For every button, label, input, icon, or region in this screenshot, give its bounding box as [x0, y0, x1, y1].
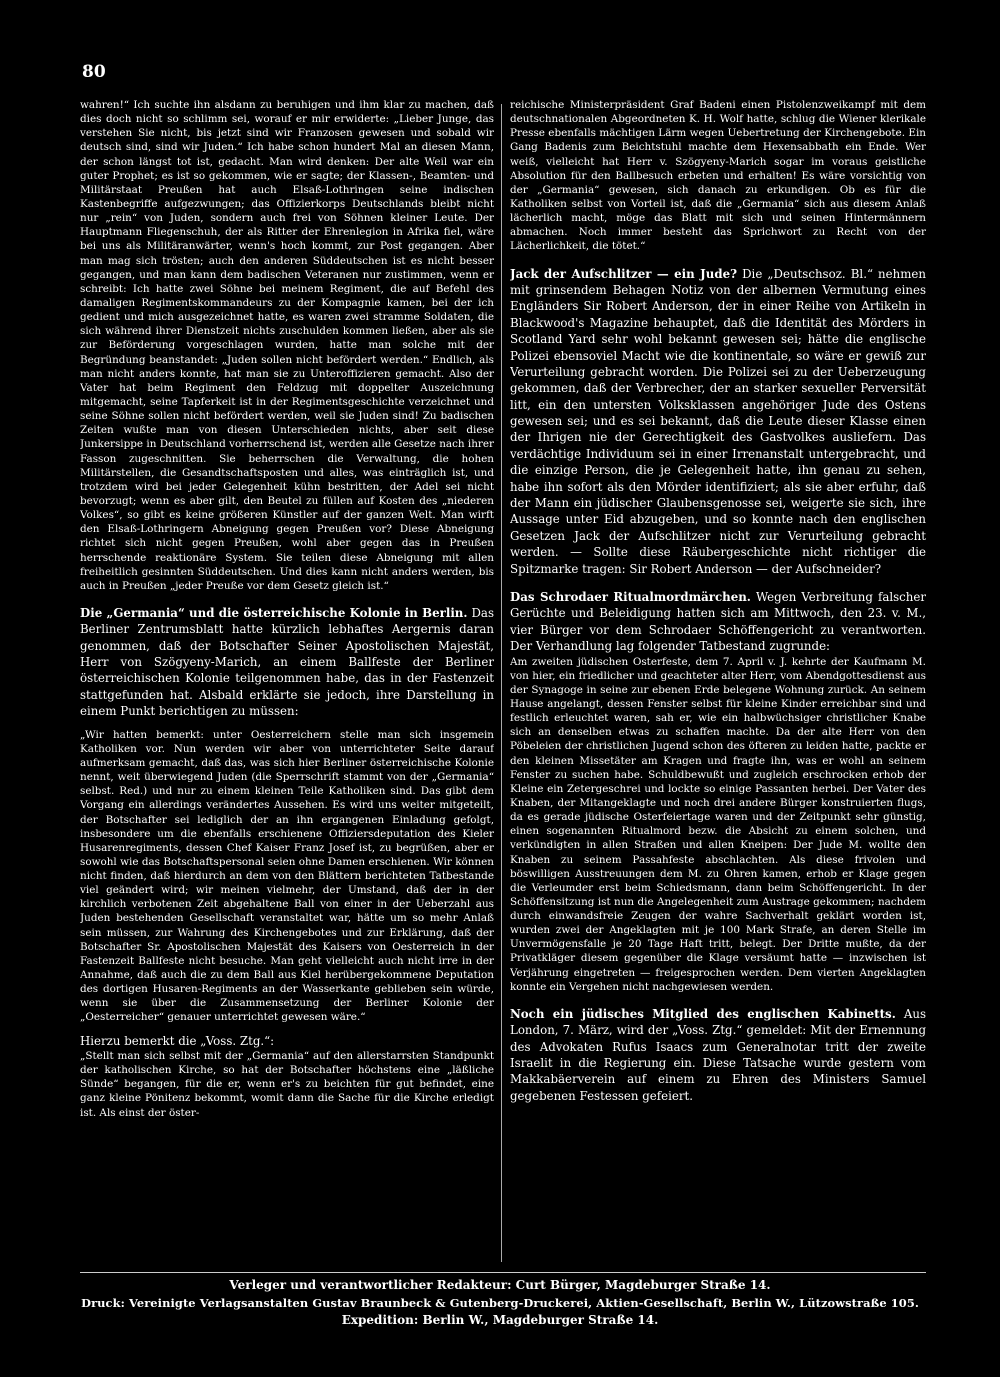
germania-article — [80, 605, 494, 720]
germania-quote: „Wir hatten bemerkt: unter Oesterreichern stelle man sich insgemein Katholiken vor. Nun werden wir aber von unterrichteter Seite darauf aufmerksam gemacht, daß das, was sich hier Berliner österreichische Kolonie nennt, weit überwiegend Juden (die Sperrschrift stammt von der „Germania“ selbst. Red.) und nur zu einem kleinen Teile Katholiken sind. Das gibt dem Vorgang ein allerdings verändertes Aussehen. Es wird uns weiter mitgeteilt, der Botschafter sei lediglich der an ihn ergangenen Einladung gefolgt, insbesondere um die ebenfalls erschienene Offiziersdeputation des Kieler Husarenregiments, dessen Chef Kaiser Franz Josef ist, zu begrüßen, aber er sowohl wie das Botschaftspersonal seien ohne Damen erschienen. Wir können nicht finden, daß hierdurch an dem von den Blättern berichteten Tatbestande viel geändert wird; wir meinen vielmehr, der Umstand, daß der in der kirchlich verbotenen Zeit abgehaltene Ball von einer in der Ueberzahl aus Juden bestehenden Gesellschaft veranstaltet war, hätte um so mehr Anlaß sein müssen, zur Wahrung des Kirchengebotes und zur Erklärung, daß der Botschafter Sr. Apostolischen Majestät des Kaisers von Oesterreich in der Fastenzeit Ballfeste nicht besuche. Man geht vielleicht auch nicht irre in der Annahme, daß auch die zu dem Ball aus Kiel herübergekommene Deputation des dortigen Husaren-Regiments an der Wasserkante geblieben sein würde, wenn sie über die Zusammensetzung der Berliner Kolonie der „Oesterreicher“ genauer unterrichtet gewesen wäre.“ — [80, 728, 494, 1024]
footer-publisher: Verleger und verantwortlicher Redakteur: Curt Bürger, Magdeburger Straße 14. — [229, 1278, 771, 1292]
germania-heading: Die „Germania“ und die österreichische Kolonie in Berlin. — [80, 605, 468, 620]
england-heading: Noch ein jüdisches Mitglied des englischen Kabinetts. — [510, 1006, 896, 1021]
schroda-heading: Das Schrodaer Ritualmordmärchen. — [510, 589, 751, 604]
footer-rule — [80, 1272, 926, 1273]
column-divider — [501, 104, 502, 1262]
right-column — [510, 98, 926, 1270]
england-text: Aus London, 7. März, wird der „Voss. Ztg.“ gemeldet: Mit der Ernennung des Advokaten Rufus Isaacs zum Generalnotar tritt der zweite Israelit in die Regierung ein. Diese Tatsache wurde gestern vom Makkabäerverein auf einem zu Ehren des Ministers Samuel gegebenen Festessen gefeiert. — [510, 1006, 926, 1103]
article-continuation: wahren!“ Ich suchte ihn alsdann zu beruhigen und ihm klar zu machen, daß dies doch nicht so schlimm sei, worauf er mir erwiderte: „Lieber Junge, das verstehen Sie nicht, bis jetzt sind wir Franzosen gewesen und sobald wir deutsch sind, sind wir Juden.“ Ich habe schon hundert Mal an diesen Mann, der schon längst tot ist, gedacht. Man wird denken: Der alte Weil war ein guter Prophet; es ist so gekommen, wie er sagte; der Klassen-, Beamten- und Militärstaat Preußen hat auch Elsaß-Lothringen seine indischen Kastenbegriffe aufgezwungen; das Offizierkorps Deutschlands bleibt nicht nur „rein“ von Juden, sondern auch frei von Söhnen kleiner Leute. Der Hauptmann Fliegenschuh, der als Ritter der Ehrenlegion in Afrika fiel, wäre bei uns als Militäranwärter, wenn's hoch kommt, zur Post gegangen. Aber man mag sich trösten; auch den anderen Süddeutschen ist es nicht besser gegangen, und man kann dem badischen Veteranen nur zustimmen, wenn er schreibt: Ich hatte zwei Söhne bei meinem Regiment, die auf Befehl des damaligen Regimentskommandeurs zu der Kompagnie kamen, bei der ich gedient und mich ausgezeichnet hatte, es waren zwei stramme Soldaten, die sich während ihrer Dienstzeit nichts zuschulden kommen ließen, aber als sie zur Beförderung vorgeschlagen wurden, hatte man solche mit der Begründung beanstandet: „Juden sollen nicht befördert werden.“ Endlich, als man nicht anders konnte, hat man sie zu Unteroffizieren gemacht. Also der Vater hat beim Regiment den Feldzug mit doppelter Auszeichnung mitgemacht, seine Tapferkeit ist in der Regimentsgeschichte verzeichnet und seine Söhne sollen nicht befördert werden, weil sie Juden sind! Zu badischen Zeiten wußte man von diesen Unterschieden nichts, aber seit diese Junkersippe in Deutschland vorherrschend ist, werden alle Gesetze nach ihrer Fasson zugeschnitten. Sie beherrschen die Verwaltung, die hohen Militärstellen, die Gesandtschaftsposten und alles, was einträglich ist, und trotzdem wird bei jeder Gelegenheit kühn bestritten, der Adel sei nicht bevorzugt; wenn es aber gilt, den Beutel zu füllen auf Kosten des „niederen Volkes“, so gibt es keine größeren Künstler auf der ganzen Welt. Man wirft den Elsaß-Lothringern Abneigung gegen Preußen vor? Diese Abneigung richtet sich nicht gegen Preußen, wohl aber gegen das in Preußen herrschende reaktionäre System. Sie teilen diese Abneigung mit allen freiheitlich gesinnten Süddeutschen. Und dies kann nicht anders werden, bis auch in Preußen „jeder Preuße vor dem Gesetz gleich ist.“ — [80, 99, 494, 592]
schroda-details: Am zweiten jüdischen Osterfeste, dem 7. April v. J. kehrte der Kaufmann M. von hier, ein friedlicher und geachteter alter Herr, vom Abendgottesdienst aus der Synagoge in seine zur ebenen Erde belegene Wohnung zurück. An seinem Hause angelangt, dessen Fenster selbst für kleine Kinder erreichbar sind und festlich erleuchtet waren, sah er, wie ein halbwüchsiger christlicher Knabe sich an denselben etwas zu schaffen machte. Da der alte Herr von den Pöbeleien der christlichen Jugend schon des öfteren zu leiden hatte, packte er den kleinen Missetäter am Kragen und fragte ihn, was er wohl an seinem Fenster zu suchen habe. Schuldbewußt und zugleich erschrocken erhob der Kleine ein Zetergeschrei und lockte so einige Passanten herbei. Der Vater des Knaben, der Mitangeklagte und noch drei andere Bürger konstruierten flugs, da es gerade jüdische Osterfeiertage waren und der Zeitpunkt sehr günstig, einen sogenannten Ritualmord bezw. die Absicht zu einem solchen, und verkündigten in allen Straßen und allen Kneipen: Der Jude M. wollte den Knaben zu seinem Passahfeste abschlachten. Als diese frivolen und böswilligen Ausstreuungen dem M. zu Ohren kamen, erhob er Klage gegen die Verleumder erst beim Schiedsmann, dann beim Schöffengericht. In der Schöffensitzung ist nun die Angelegenheit zum Austrage gekommen; nachdem durch einwandsfreie Zeugen der wahre Sachverhalt geklärt worden ist, wurden zwei der Angeklagten mit je 100 Mark Strafe, an deren Stelle im Unvermögensfalle je 20 Tage Haft tritt, belegt. Der Dritte mußte, da der Privatkläger diesem gegenüber die Klage versäumt hatte — inzwischen ist Verjährung eingetreten — freigesprochen werden. Dem vierten Angeklagten konnte ein Vergehen nicht nachgewiesen werden. — [510, 655, 926, 993]
schroda-article — [510, 589, 926, 655]
voss-quote-continuation: reichische Ministerpräsident Graf Badeni einen Pistolenzweikampf mit dem deutschnationalen Abgeordneten K. H. Wolf hatte, schlug die Wiener klerikale Presse ebenfalls mächtigen Lärm wegen Uebertretung der Kirchengebote. Ein Gang Badenis zum Beichtstuhl machte dem Hexensabbath ein Ende. Wer weiß, vielleicht hat Herr v. Szögyeny-Marich sogar im voraus geistliche Absolution für den Ballbesuch erbeten und erhalten! Es wäre vorsichtig von der „Germania“ gewesen, sich danach zu erkundigen. Ob es für die Katholiken selbst von Vorteil ist, daß die „Germania“ sich aus diesem Anlaß lächerlich macht, möge das Blatt mit sich und seinen Hintermännern abmachen. Noch immer besteht das Sprichwort zu Recht von der Lächerlichkeit, die tötet.“ — [510, 99, 926, 253]
jack-text: Die „Deutschsoz. Bl.“ nehmen mit grinsendem Behagen Notiz von der albernen Vermutung eines Engländers Sir Robert Anderson, der in einer Reihe von Artikeln in Blackwood's Magazine behauptet, daß die Identität des Mörders in Scotland Yard sehr wohl bekannt gewesen sei; hätte die englische Polizei ebensoviel Macht wie die kontinentale, so wäre er gewiß zur Verurteilung gebracht worden. Die Polizei sei zu der Ueberzeugung gekommen, daß der Verbrecher, der an starker sexueller Perversität litt, ein den untersten Volksklassen angehöriger Jude des Ostens gewesen sei; und es sei bekannt, daß die Leute dieser Klasse einen der Ihrigen nie der Gerechtigkeit des Gastvolkes ausliefern. Das verdächtige Individuum sei in einer Irrenanstalt untergebracht, und die einzige Person, die je Gelegenheit hatte, ihn genau zu sehen, habe ihn sofort als den Mörder identifiziert; als sie aber erfuhr, daß der Mann ein jüdischer Glaubensgenosse sei, weigerte sie sich, ihre Aussage unter Eid abzugeben, und so konnte nach den englischen Gesetzen Jack der Aufschlitzer nicht zur Verurteilung gebracht werden. — Sollte diese Räubergeschichte nicht richtiger die Spitzmarke tragen: Sir Robert Anderson — der Aufschneider? — [510, 266, 926, 576]
page-number: 80 — [82, 62, 106, 82]
left-column — [80, 98, 494, 1270]
voss-quote: „Stellt man sich selbst mit der „Germania“ auf den allerstarrsten Standpunkt der katholischen Kirche, so hat der Botschafter höchstens eine „läßliche Sünde“ begangen, für die er, wenn er's zu beichten für gut befindet, eine ganz kleine Pönitenz bekommt, womit dann die Sache für die Kirche erledigt ist. Als einst der öster- — [80, 1050, 494, 1119]
england-article — [510, 1006, 926, 1104]
voss-intro: Hierzu bemerkt die „Voss. Ztg.“: — [80, 1033, 275, 1048]
footer-expedition: Expedition: Berlin W., Magdeburger Straße 14. — [341, 1313, 659, 1327]
footer-printer: Druck: Vereinigte Verlagsanstalten Gustav Braunbeck & Gutenberg-Druckerei, Aktien-Gesellschaft, Berlin W., Lützowstraße 105. — [81, 1296, 919, 1310]
jack-heading: Jack der Aufschlitzer — ein Jude? — [510, 266, 737, 281]
schroda-text: Wegen Verbreitung falscher Gerüchte und Beleidigung hatten sich am Mittwoch, den 23. v. M., vier Bürger vor dem Schrodaer Schöffengericht zu verantworten. Der Verhandlung lag folgender Tatbestand zugrunde: — [510, 589, 926, 654]
germania-text: Das Berliner Zentrumsblatt hatte kürzlich lebhaftes Aergernis daran genommen, daß der Botschafter Seiner Apostolischen Majestät, Herr von Szögyeny-Marich, an einem Ballfeste der Berliner österreichischen Kolonie teilgenommen habe, das in der Fastenzeit stattgefunden hat. Alsbald erklärte sie jedoch, ihre Darstellung in einem Punkt berichtigen zu müssen: — [80, 605, 494, 719]
jack-article — [510, 266, 926, 577]
